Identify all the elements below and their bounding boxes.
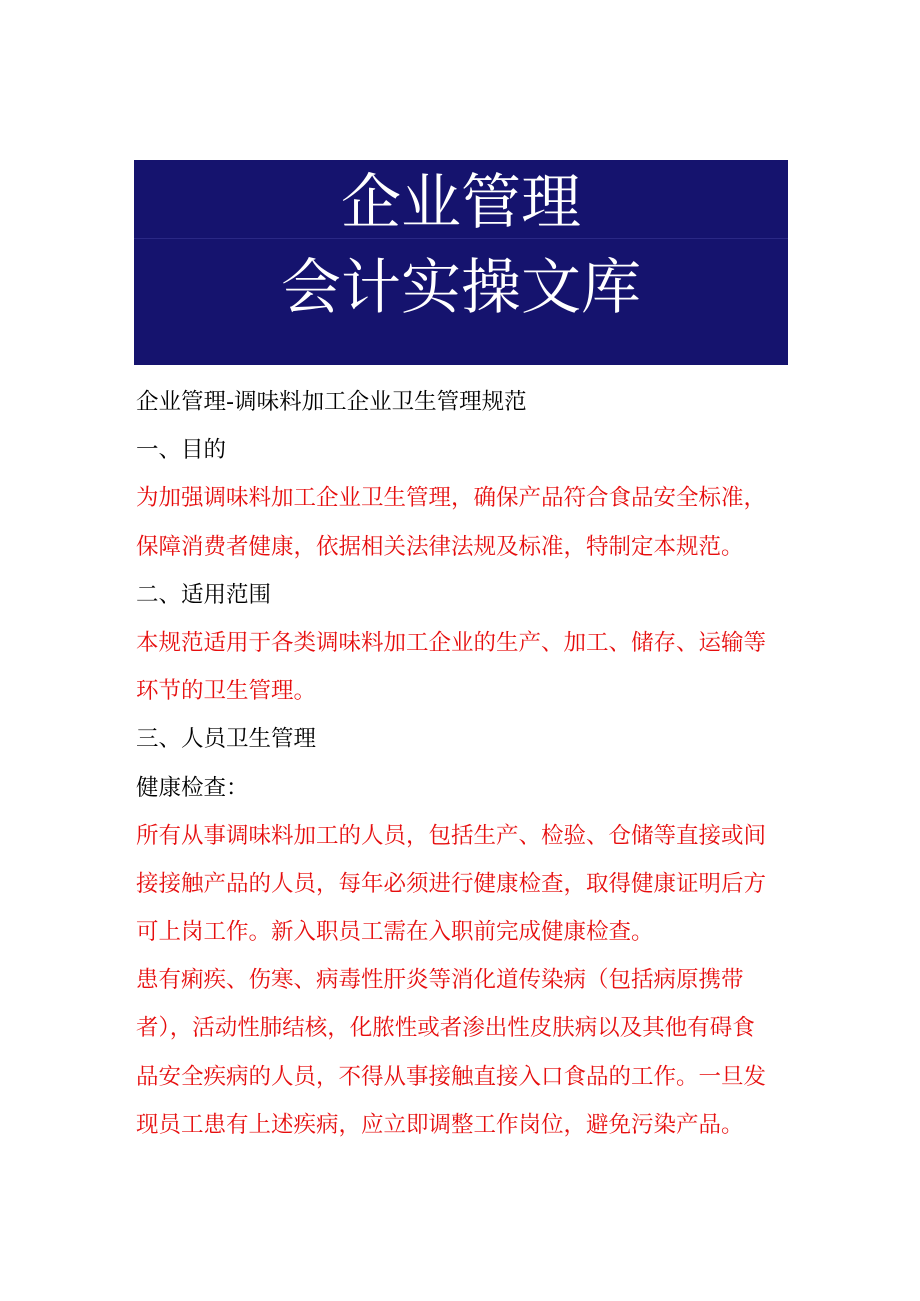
paragraph-line: 本规范适用于各类调味料加工企业的生产、加工、储存、运输等 xyxy=(136,629,767,656)
section-heading-personnel-hygiene: 三、人员卫生管理 xyxy=(136,726,317,753)
section-heading-scope: 二、适用范围 xyxy=(136,581,272,608)
paragraph-line: 品安全疾病的人员，不得从事接触直接入口食品的工作。一旦发 xyxy=(136,1063,767,1090)
paragraph-line: 环节的卫生管理。 xyxy=(136,678,317,705)
paragraph-line: 患有痢疾、伤寒、病毒性肝炎等消化道传染病（包括病原携带 xyxy=(136,967,744,994)
paragraph-line: 保障消费者健康，依据相关法律法规及标准，特制定本规范。 xyxy=(136,533,744,560)
subheading-health-check: 健康检查： xyxy=(136,774,249,801)
paragraph-line: 者），活动性肺结核，化脓性或者渗出性皮肤病以及其他有碍食 xyxy=(136,1015,755,1042)
paragraph-line: 所有从事调味料加工的人员，包括生产、检验、仓储等直接或间 xyxy=(136,822,767,849)
paragraph-line: 可上岗工作。新入职员工需在入职前完成健康检查。 xyxy=(136,919,654,946)
paragraph-line: 现员工患有上述疾病，应立即调整工作岗位，避免污染产品。 xyxy=(136,1111,744,1138)
banner-title-line-1: 企业管理 xyxy=(341,168,581,238)
banner-divider xyxy=(134,238,788,239)
paragraph-line: 接接触产品的人员，每年必须进行健康检查，取得健康证明后方 xyxy=(136,870,767,897)
document-body xyxy=(136,378,796,1149)
document-title: 企业管理-调味料加工企业卫生管理规范 xyxy=(136,389,527,415)
banner-title-line-2: 会计实操文库 xyxy=(281,253,641,323)
paragraph-line: 为加强调味料加工企业卫生管理，确保产品符合食品安全标准， xyxy=(136,485,767,512)
title-banner xyxy=(134,160,788,365)
section-heading-purpose: 一、目的 xyxy=(136,437,227,464)
